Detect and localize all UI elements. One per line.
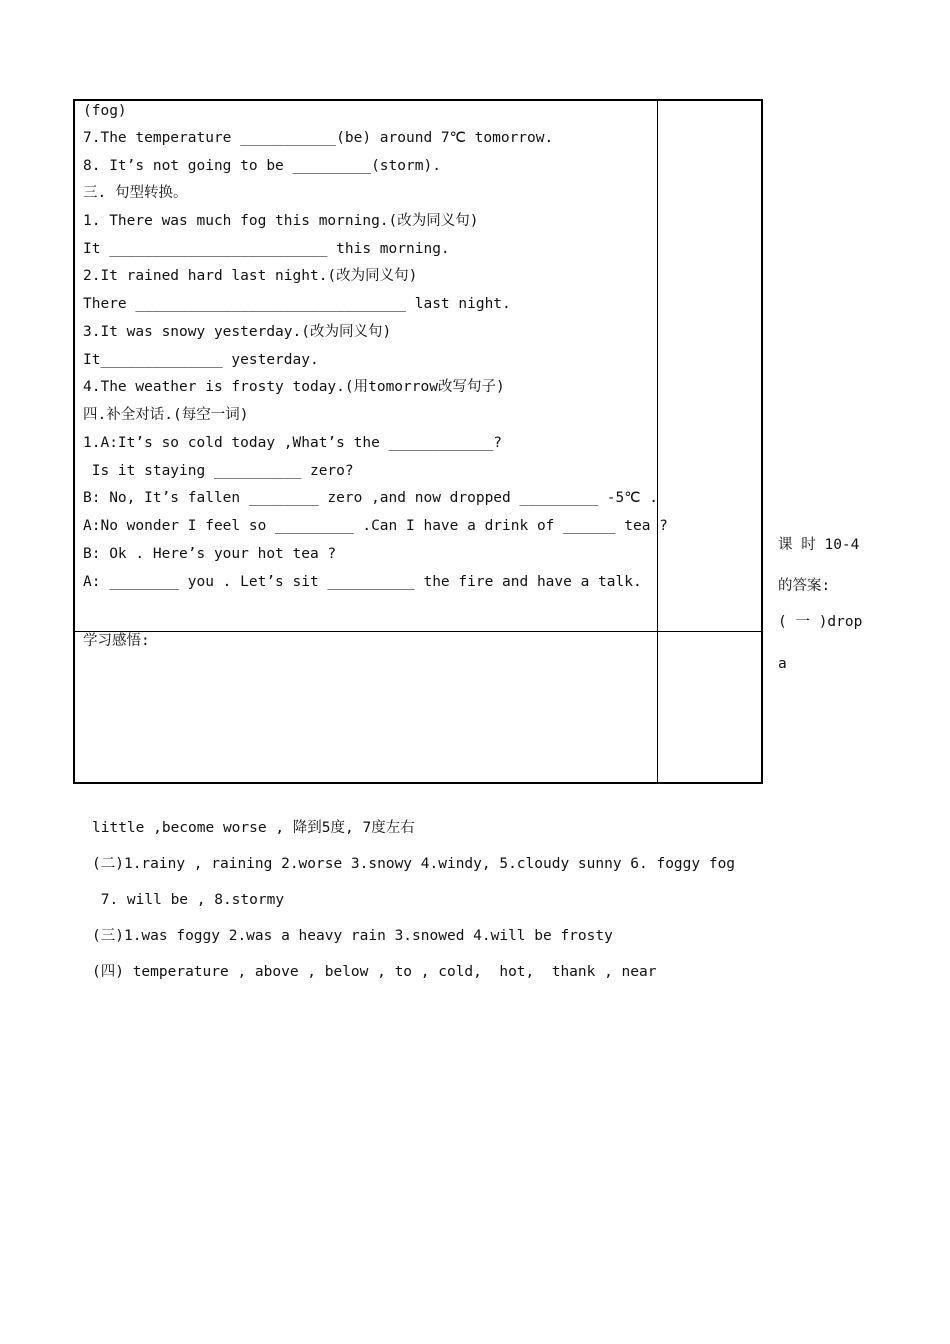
answer-line: (二)1.rainy , raining 2.worse 3.snowy 4.windy, 5.cloudy sunny 6. foggy fog (92, 856, 736, 872)
exercise-line: 1. There was much fog this morning.(改为同义句) (83, 213, 479, 229)
answer-line: little ,become worse , 降到5度, 7度左右 (92, 820, 415, 836)
exercise-line: B: Ok . Here’s your hot tea ? (83, 546, 337, 562)
row-divider (75, 631, 761, 632)
study-feeling-label: 学习感悟: (83, 633, 150, 649)
exercise-line: It _________________________ this morning. (83, 241, 450, 257)
exercise-line: B: No, It’s fallen ________ zero ,and now dropped _________ -5℃ . (83, 490, 658, 506)
exercise-table (73, 99, 763, 784)
side-note-line: ( 一 )drop (778, 614, 863, 630)
section-heading: 三. 句型转换。 (83, 185, 188, 201)
exercise-line: 3.It was snowy yesterday.(改为同义句) (83, 324, 392, 340)
exercise-line: 1.A:It’s so cold today ,What’s the ____________? (83, 435, 503, 451)
exercise-line: 2.It rained hard last night.(改为同义句) (83, 268, 418, 284)
side-note-line: 课 时 10-4 (778, 537, 860, 553)
column-divider (657, 101, 658, 782)
section-heading: 四.补全对话.(每空一词) (83, 407, 249, 423)
exercise-line: 7.The temperature ___________(be) around 7℃ tomorrow. (83, 130, 554, 146)
exercise-line: A:No wonder I feel so _________ .Can I have a drink of ______ tea ? (83, 518, 668, 534)
exercise-line: A: ________ you . Let’s sit __________ the fire and have a talk. (83, 574, 642, 590)
exercise-line: There _______________________________ last night. (83, 296, 511, 312)
answer-line: (三)1.was foggy 2.was a heavy rain 3.snowed 4.will be frosty (92, 928, 613, 944)
answer-line: 7. will be , 8.stormy (92, 892, 285, 908)
exercise-line: 8. It’s not going to be _________(storm). (83, 158, 441, 174)
side-note-line: a (778, 656, 787, 672)
exercise-line: Is it staying __________ zero? (83, 463, 354, 479)
answer-line: (四) temperature , above , below , to , cold, hot, thank , near (92, 964, 657, 980)
exercise-line: It______________ yesterday. (83, 352, 319, 368)
exercise-line: (fog) (83, 103, 127, 119)
exercise-line: 4.The weather is frosty today.(用tomorrow改写句子) (83, 379, 505, 395)
side-note-line: 的答案: (778, 578, 831, 594)
